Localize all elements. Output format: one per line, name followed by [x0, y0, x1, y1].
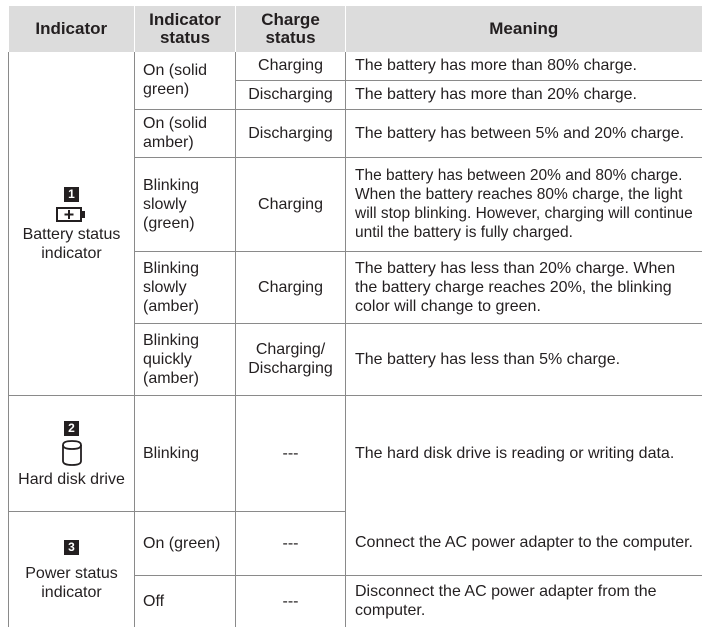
charge-status-cell: Discharging — [236, 109, 346, 157]
header-indicator-status: Indicator status — [135, 6, 236, 52]
meaning-cell: Disconnect the AC power adapter from the computer. — [346, 575, 702, 627]
header-charge-status: Charge status — [236, 6, 346, 52]
meaning-cell: The battery has more than 80% charge. — [346, 52, 702, 80]
charge-status-cell: Charging — [236, 52, 346, 80]
battery-icon — [55, 205, 89, 223]
badge-1: 1 — [64, 187, 79, 202]
battery-status-solid-amber: On (solid amber) — [135, 109, 236, 157]
meaning-cell: The battery has less than 5% charge. — [346, 323, 702, 395]
charge-status-cell: Discharging — [236, 80, 346, 109]
hdd-status-blinking: Blinking — [135, 395, 236, 511]
battery-status-blinking-quickly: Blinking quickly (amber) — [135, 323, 236, 395]
badge-2: 2 — [64, 421, 79, 436]
power-status-off: Off — [135, 575, 236, 627]
power-status-on-green: On (green) — [135, 511, 236, 575]
meaning-cell: The battery has less than 20% charge. When the battery charge reaches 20%, the blinking color will change to green. — [346, 251, 702, 323]
badge-3: 3 — [64, 540, 79, 555]
battery-indicator-label: Battery status indicator — [22, 225, 121, 262]
meaning-cell: The battery has more than 20% charge. — [346, 80, 702, 109]
meaning-cell: The battery has between 5% and 20% charge. — [346, 109, 702, 157]
power-indicator-label: Power status indicator — [25, 564, 118, 601]
header-row — [9, 6, 702, 52]
charge-status-cell: Charging/ Discharging — [236, 323, 346, 395]
hard-disk-icon — [61, 439, 83, 467]
meaning-cell: Connect the AC power adapter to the computer. — [346, 511, 702, 575]
hdd-indicator-label: Hard disk drive — [18, 470, 125, 488]
table-row — [9, 395, 702, 511]
charge-status-cell: --- — [236, 575, 346, 627]
indicator-table — [8, 6, 702, 627]
battery-status-blinking-green: Blinking slowly (green) — [135, 157, 236, 251]
table-row — [9, 511, 702, 575]
battery-indicator-cell — [9, 52, 135, 395]
battery-status-solid-green: On (solid green) — [135, 52, 236, 109]
meaning-cell: The battery has between 20% and 80% charge. When the battery reaches 80% charge, the light will stop blinking. However, charging will continue until the battery is fully charged. — [346, 157, 702, 251]
meaning-cell: The hard disk drive is reading or writing data. — [346, 395, 702, 511]
charge-status-cell: Charging — [236, 157, 346, 251]
charge-status-cell: --- — [236, 395, 346, 511]
battery-status-blinking-amber: Blinking slowly (amber) — [135, 251, 236, 323]
hdd-indicator-cell — [9, 395, 135, 511]
header-indicator: Indicator — [9, 6, 135, 52]
table-row — [9, 52, 702, 80]
header-meaning: Meaning — [346, 6, 702, 52]
charge-status-cell: Charging — [236, 251, 346, 323]
power-indicator-cell — [9, 511, 135, 627]
charge-status-cell: --- — [236, 511, 346, 575]
